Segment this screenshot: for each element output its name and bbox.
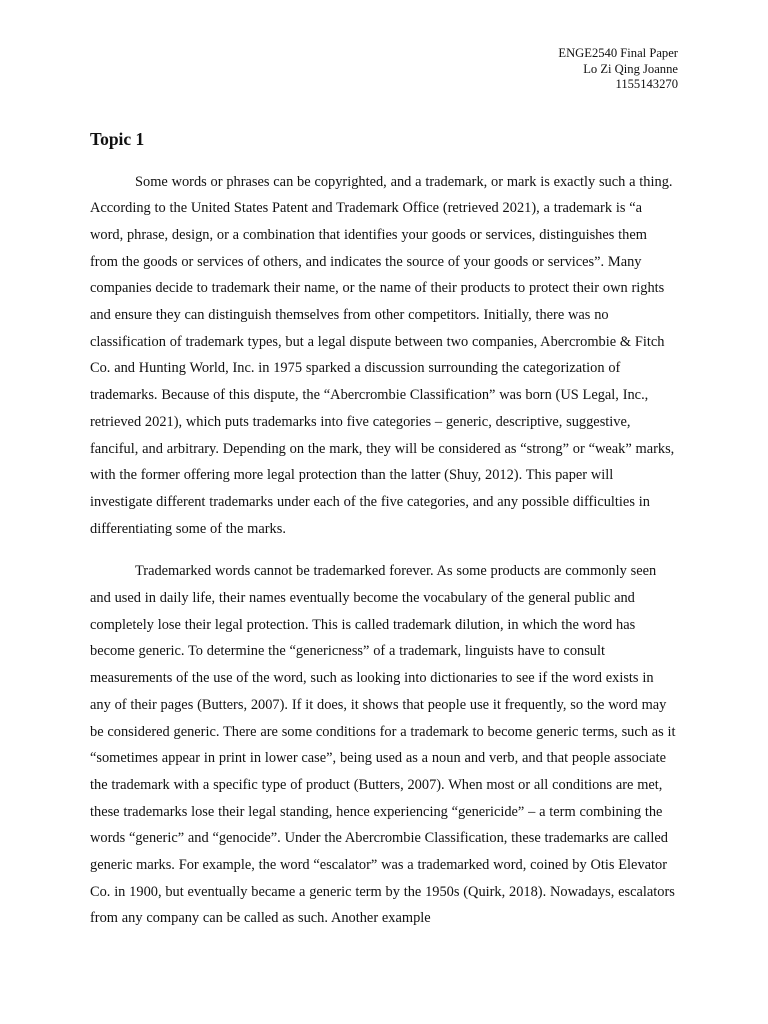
course-title: ENGE2540 Final Paper	[558, 46, 678, 60]
paper-header	[90, 46, 678, 93]
body-paragraph: Trademarked words cannot be trademarked forever. As some products are commonly seen and used in daily life, their names eventually become the vocabulary of the general public and completely lose their legal protection. This is called trademark dilution, in which the word has become generic. To determine the “genericness” of a trademark, linguists have to consult measurements of the use of the word, such as looking into dictionaries to see if the word exists in any of their pages (Butters, 2007). If it does, it shows that people use it frequently, so the word may be considered generic. There are some conditions for a trademark to become generic terms, such as it “sometimes appear in print in lower case”, being used as a noun and verb, and that people associate the trademark with a specific type of product (Butters, 2007). When most or all conditions are met, these trademarks lose their legal standing, hence experiencing “genericide” – a term combining the words “generic” and “genocide”. Under the Abercrombie Classification, these trademarks are called generic marks. For example, the word “escalator” was a trademarked word, coined by Otis Elevator Co. in 1900, but eventually became a generic term by the 1950s (Quirk, 2018). Nowadays, escalators from any company can be called as such. Another example	[90, 563, 676, 927]
body-paragraph: Some words or phrases can be copyrighted, and a trademark, or mark is exactly such a thing. According to the United States Patent and Trademark Office (retrieved 2021), a trademark is “a word, phrase, design, or a combination that identifies your goods or services, distinguishes them from the goods or services of others, and indicates the source of your goods or services”. Many companies decide to trademark their name, or the name of their products to protect their own rights and ensure they can distinguish themselves from other competitors. Initially, there was no classification of trademark types, but a legal dispute between two companies, Abercrombie & Fitch Co. and Hunting World, Inc. in 1975 sparked a discussion surrounding the categorization of trademarks. Because of this dispute, the “Abercrombie Classification” was born (US Legal, Inc., retrieved 2021), which puts trademarks into five categories – generic, descriptive, suggestive, fanciful, and arbitrary. Depending on the mark, they will be considered as “strong” or “weak” marks, with the former offering more legal protection than the latter (Shuy, 2012). This paper will investigate different trademarks under each of the five categories, and any possible difficulties in differentiating some of the marks.	[90, 173, 675, 537]
section-heading: Topic 1	[90, 128, 145, 149]
student-id: 1155143270	[615, 77, 678, 91]
author-name: Lo Zi Qing Joanne	[583, 61, 678, 76]
